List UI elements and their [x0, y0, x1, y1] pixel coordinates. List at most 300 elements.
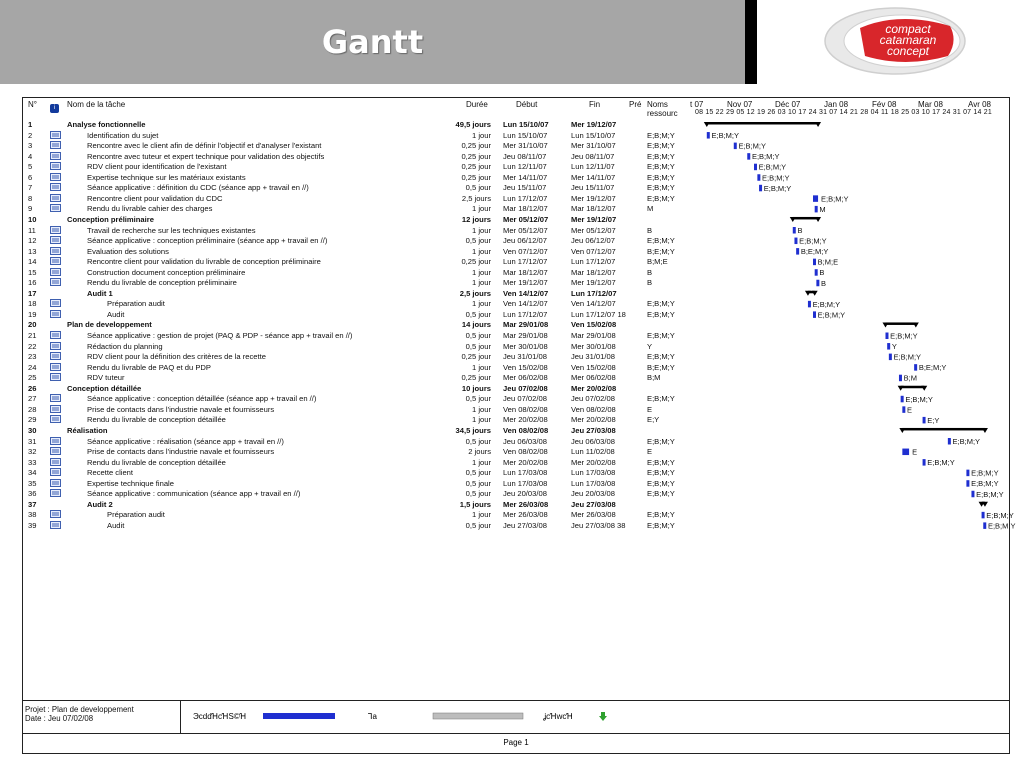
task-end: Mar 18/12/07	[571, 204, 616, 214]
title-accent-bar	[745, 0, 757, 84]
task-id: 9	[28, 204, 33, 214]
task-bar	[796, 248, 799, 255]
task-resources: E;B;M;Y	[647, 130, 675, 140]
task-start: Mar 18/12/07	[503, 204, 548, 214]
task-start: Lun 17/12/07	[503, 257, 548, 267]
task-duration: 0,25 jour	[461, 373, 491, 383]
task-bar	[899, 375, 902, 382]
task-end: Mer 26/03/08	[571, 510, 616, 520]
task-end: Mer 20/02/08	[571, 415, 616, 425]
bar-resource-label: E;B;M;Y	[893, 352, 922, 362]
task-name: Séance applicative : communication (séance app + travail en //)	[87, 489, 301, 499]
task-start: Mar 18/12/07	[503, 267, 548, 277]
task-duration: 0,5 jour	[465, 309, 491, 319]
task-end: Jeu 06/12/07	[571, 236, 615, 246]
task-name: Audit	[107, 520, 125, 530]
bar-resource-label: E	[912, 447, 918, 457]
task-id: 28	[28, 404, 37, 414]
task-start: Ven 08/02/08	[503, 447, 548, 457]
task-duration: 1 jour	[472, 415, 491, 425]
task-name: Conception préliminaire	[67, 214, 154, 224]
task-start: Jeu 07/02/08	[503, 383, 548, 393]
bar-resource-label: E;B;M;Y	[711, 131, 740, 141]
task-end: Mar 29/01/08	[571, 331, 616, 340]
task-id: 30	[28, 425, 37, 435]
task-end: Jeu 15/11/07	[571, 183, 615, 193]
task-bar	[966, 480, 969, 487]
project-info	[25, 705, 134, 723]
task-bar	[966, 470, 969, 477]
task-start: Lun 15/10/07	[503, 130, 548, 140]
task-end: Ven 15/02/08	[571, 362, 616, 372]
task-id: 5	[28, 162, 33, 172]
task-end: Jeu 06/03/08	[571, 436, 615, 446]
task-end: Jeu 20/03/08	[571, 489, 615, 499]
task-id: 36	[28, 489, 37, 499]
task-resources: E;B;M;Y	[647, 478, 675, 488]
task-resources: B	[647, 278, 653, 288]
task-bar	[754, 164, 757, 171]
month-jan: Jan 08	[824, 100, 849, 109]
task-resources: M	[647, 204, 654, 214]
task-name: Rendu du livrable de conception détaillée	[87, 457, 226, 467]
summary-end-cap	[913, 322, 919, 327]
task-name: Séance applicative : conception préliminaire (séance app + travail en //)	[87, 236, 328, 246]
task-start: Mer 20/02/08	[503, 457, 548, 467]
task-duration: 0,25 jour	[461, 352, 491, 362]
task-duration: 2,5 jours	[461, 193, 491, 203]
task-duration: 1 jour	[472, 204, 491, 214]
col-name: Nom de la tâche	[67, 100, 126, 109]
bar-resource-label: E;B;M;Y	[952, 437, 981, 446]
task-bar	[923, 459, 926, 466]
task-id: 34	[28, 468, 37, 478]
task-resources: B	[647, 267, 653, 277]
task-start: Jeu 07/02/08	[503, 394, 547, 404]
bar-resource-label: B;E;M;Y	[918, 363, 947, 373]
task-resources: E;B;M;Y	[647, 193, 675, 203]
task-duration: 0,5 jour	[465, 520, 491, 530]
task-resources: E;B;M;Y	[647, 172, 675, 182]
company-logo	[820, 6, 970, 76]
month-mar: Mar 08	[918, 100, 943, 109]
task-name: Prise de contacts dans l'industrie navale et fournisseurs	[87, 447, 275, 457]
task-resources: E	[647, 404, 653, 414]
task-name: Travail de recherche sur les techniques existantes	[87, 225, 256, 235]
task-duration: 34,5 jours	[455, 425, 491, 435]
task-id: 24	[28, 362, 37, 372]
bar-resource-label: E;Y	[927, 415, 940, 425]
task-resources: B;M	[647, 373, 661, 383]
task-id: 33	[28, 457, 37, 467]
summary-bar	[793, 217, 818, 220]
task-bar	[793, 227, 796, 234]
task-start: Mer 19/12/07	[503, 278, 548, 288]
summary-bar	[901, 386, 925, 389]
task-start: Jeu 06/12/07	[503, 236, 547, 246]
task-end: Mer 19/12/07	[571, 278, 616, 288]
summary-bar	[885, 322, 915, 325]
col-duration: Durée	[466, 100, 488, 109]
bar-resource-label: E;B;M;Y	[890, 331, 918, 341]
task-bar	[734, 143, 737, 150]
task-end: Jeu 27/03/08 38	[571, 520, 626, 530]
summary-start-cap	[882, 322, 888, 327]
month-nov: Nov 07	[727, 100, 753, 109]
project-name: Projet : Plan de developpement	[25, 705, 134, 714]
task-end: Mer 14/11/07	[571, 172, 616, 182]
task-end: Jeu 07/02/08	[571, 394, 615, 404]
task-resources: E;B;M;Y	[647, 468, 675, 478]
task-resources: E;B;M;Y	[647, 141, 675, 151]
task-id: 32	[28, 447, 37, 457]
month-feb: Fév 08	[872, 100, 897, 109]
bar-resource-label: E;B;M;Y	[751, 152, 780, 162]
task-id: 29	[28, 415, 37, 425]
task-bar	[808, 301, 811, 308]
task-resources: E;B;M;Y	[647, 352, 675, 362]
task-duration: 0,25 jour	[461, 162, 491, 172]
task-start: Lun 17/03/08	[503, 478, 548, 488]
task-end: Lun 17/03/08	[571, 468, 616, 478]
task-duration: 2 jours	[468, 447, 491, 457]
task-duration: 0,5 jour	[465, 341, 491, 351]
task-bar	[901, 396, 904, 403]
month-oct: t 07	[690, 100, 704, 109]
bar-resource-label: E;B;M;Y	[905, 394, 933, 404]
task-id: 2	[28, 130, 33, 140]
task-name: Rendu du livrable cahier des charges	[87, 204, 213, 214]
task-start: Mer 30/01/08	[503, 341, 548, 351]
task-bar	[747, 153, 750, 160]
week-ticks: 08 15 22 29 05 12 19 26 03 10 17 24 31 07 14 21 28 04 11 18 25 03 10 17 24 31 07 14 21	[695, 109, 992, 116]
task-end: Mer 20/02/08	[571, 383, 617, 393]
task-start: Mar 29/01/08	[503, 320, 549, 330]
task-resources: E;B;M;Y	[647, 520, 675, 530]
task-bar	[813, 311, 816, 318]
task-bar	[982, 512, 985, 518]
task-resources: E;B;M;Y	[647, 331, 675, 340]
title-bar	[0, 0, 745, 84]
task-bar	[887, 343, 890, 350]
task-start: Mer 06/02/08	[503, 373, 548, 383]
col-resources-2: ressourc	[647, 109, 678, 118]
task-duration: 1,5 jours	[459, 499, 491, 509]
task-end: Ven 14/12/07	[571, 299, 616, 309]
task-name: Conception détaillée	[67, 383, 142, 393]
task-start: Mer 14/11/07	[503, 172, 548, 182]
task-duration: 0,25 jour	[461, 141, 491, 151]
task-bar	[902, 449, 909, 456]
logo-word-3: concept	[886, 44, 930, 58]
summary-bar	[902, 428, 985, 431]
bar-resource-label: E;B;M;Y	[976, 489, 1004, 499]
task-duration: 1 jour	[472, 362, 491, 372]
task-start: Ven 15/02/08	[503, 362, 548, 372]
bar-resource-label: E;B;M;Y	[738, 141, 766, 151]
legend-label-task: ЭсddꞪсꞪS©Ɦ	[193, 712, 247, 721]
task-end: Mer 31/10/07	[571, 141, 616, 151]
month-apr: Avr 08	[968, 100, 991, 109]
bar-resource-label: E;B;M;Y	[971, 468, 999, 478]
task-id: 7	[28, 183, 33, 193]
task-id: 18	[28, 299, 37, 309]
task-start: Ven 08/02/08	[503, 404, 548, 414]
slide-title: Gantt	[321, 23, 424, 61]
task-start: Mer 31/10/07	[503, 141, 548, 151]
task-end: Lun 17/12/07	[571, 288, 617, 298]
task-bar	[971, 491, 974, 498]
task-name: Séance applicative : définition du CDC (séance app + travail en //)	[87, 183, 309, 193]
task-bar	[983, 522, 986, 529]
bar-resource-label: B;E;M;Y	[800, 247, 829, 257]
bar-resource-label: M	[819, 204, 826, 214]
task-id: 19	[28, 309, 37, 319]
task-name: RDV client pour la définition des critères de la recette	[87, 352, 266, 362]
task-id: 35	[28, 478, 37, 488]
task-resources: E;B;M;Y	[647, 162, 675, 172]
task-resources: E;B;M;Y	[647, 236, 675, 246]
task-bar	[813, 195, 818, 202]
task-resources: E;B;M;Y	[647, 183, 675, 193]
info-icon: i	[50, 104, 59, 113]
task-id: 21	[28, 331, 37, 340]
task-name: Rencontre client pour validation du livrable de conception préliminaire	[87, 257, 321, 267]
task-name: Rendu du livrable de PAQ et du PDP	[87, 362, 211, 372]
gantt-bars	[23, 98, 1016, 698]
bar-resource-label: E;B;M;Y	[927, 458, 955, 468]
task-name: Recette client	[87, 468, 134, 478]
task-id: 12	[28, 236, 37, 246]
task-name: Rédaction du planning	[87, 341, 163, 351]
task-name: Identification du sujet	[87, 130, 159, 140]
task-duration: 0,5 jour	[465, 478, 491, 488]
task-end: Lun 11/02/08	[571, 447, 615, 457]
task-name: Prise de contacts dans l'industrie navale et fournisseurs	[87, 404, 275, 414]
task-resources: E;B;M;Y	[647, 457, 675, 467]
task-resources: E;B;M;Y	[647, 299, 675, 309]
bar-resource-label: E	[907, 405, 913, 415]
task-duration: 0,5 jour	[465, 394, 491, 404]
task-resources: B;M;E	[647, 257, 668, 267]
task-name: RDV tuteur	[87, 373, 125, 383]
task-resources: B;E;M;Y	[647, 246, 675, 256]
task-start: Jeu 08/11/07	[503, 151, 547, 161]
task-bar	[707, 132, 710, 139]
bar-resource-label: E;B;M;Y	[817, 310, 846, 320]
task-id: 39	[28, 520, 37, 530]
task-duration: 1 jour	[472, 278, 491, 288]
task-name: Rencontre client pour validation du CDC	[87, 193, 223, 203]
task-id: 15	[28, 267, 37, 277]
task-resources: E;Y	[647, 415, 660, 425]
task-start: Lun 15/10/07	[503, 120, 549, 129]
legend-task-bar	[263, 713, 335, 719]
bar-resource-label: E;B;M;Y	[758, 162, 787, 172]
task-name: RDV client pour identification de l'existant	[87, 162, 227, 172]
col-resources: Noms	[647, 100, 668, 109]
task-name: Audit 1	[87, 288, 113, 298]
task-end: Ven 07/12/07	[571, 246, 616, 256]
task-id: 6	[28, 172, 33, 182]
task-duration: 14 jours	[461, 320, 491, 330]
task-id: 10	[28, 214, 37, 224]
task-name: Evaluation des solutions	[87, 246, 169, 256]
bar-resource-label: E;B;M;Y	[821, 194, 849, 204]
task-resources: Y	[647, 341, 653, 351]
task-name: Rencontre avec tuteur et expert technique pour validation des objectifs	[87, 151, 325, 161]
task-duration: 0,25 jour	[461, 151, 491, 161]
task-end: Ven 15/02/08	[571, 320, 617, 330]
task-resources: E;B;M;Y	[647, 510, 675, 520]
task-name: Séance applicative : gestion de projet (PAQ & PDP - séance app + travail en //)	[87, 331, 353, 340]
task-end: Lun 12/11/07	[571, 162, 615, 172]
task-duration: 49,5 jours	[455, 120, 491, 129]
task-duration: 1 jour	[472, 299, 491, 309]
month-dec: Déc 07	[775, 100, 801, 109]
task-bar	[948, 438, 951, 445]
task-start: Mer 26/03/08	[503, 499, 549, 509]
task-resources: E;B;M;Y	[647, 151, 675, 161]
task-name: Réalisation	[67, 425, 108, 435]
task-resources: E;B;M;Y	[647, 309, 675, 319]
task-start: Jeu 06/03/08	[503, 436, 547, 446]
task-name: Audit 2	[87, 499, 113, 509]
task-name: Expertise technique sur les matériaux existants	[87, 172, 246, 182]
task-duration: 1 jour	[472, 267, 491, 277]
task-start: Jeu 31/01/08	[503, 352, 547, 362]
task-resources: E;B;M;Y	[647, 489, 675, 499]
task-end: Jeu 31/01/08	[571, 352, 615, 362]
task-name: Préparation audit	[107, 510, 165, 520]
bar-resource-label: B;M;E	[817, 257, 839, 267]
bar-resource-label: E;B;M;Y	[799, 236, 827, 246]
task-duration: 1 jour	[472, 404, 491, 414]
task-duration: 1 jour	[472, 225, 491, 235]
task-duration: 1 jour	[472, 246, 491, 256]
task-name: Rendu du livrable de conception détaillée	[87, 415, 226, 425]
task-name: Plan de developpement	[67, 320, 152, 330]
task-duration: 0,25 jour	[461, 172, 491, 182]
task-duration: 0,5 jour	[465, 236, 491, 246]
task-id: 31	[28, 436, 37, 446]
task-end: Mer 05/12/07	[571, 225, 616, 235]
task-bar	[902, 406, 905, 413]
task-bar	[816, 280, 819, 287]
task-id: 25	[28, 373, 37, 383]
gantt-footer	[23, 700, 1009, 734]
task-bar	[885, 333, 888, 340]
task-bar	[914, 364, 917, 371]
task-id: 1	[28, 120, 33, 129]
task-start: Mer 05/12/07	[503, 214, 549, 224]
task-resources: E;B;M;Y	[647, 394, 675, 404]
task-duration: 0,25 jour	[461, 257, 491, 267]
task-id: 8	[28, 193, 33, 203]
col-end: Fin	[589, 100, 601, 109]
task-bar	[759, 185, 762, 192]
task-duration: 10 jours	[461, 383, 491, 393]
task-bar	[794, 238, 797, 245]
bar-resource-label: Y	[891, 342, 897, 352]
task-end: Mer 20/02/08	[571, 457, 616, 467]
task-id: 20	[28, 320, 37, 330]
logo-word-1: compact	[885, 22, 931, 36]
task-start: Lun 12/11/07	[503, 162, 547, 172]
task-name: Séance applicative : réalisation (séance app + travail en //)	[87, 436, 284, 446]
task-bar	[889, 354, 892, 361]
task-id: 37	[28, 499, 37, 509]
task-end: Lun 17/12/07	[571, 257, 616, 267]
task-start: Lun 17/03/08	[503, 468, 548, 478]
bar-resource-label: B;M	[903, 373, 918, 383]
legend-progress-bar	[433, 713, 523, 719]
task-id: 17	[28, 288, 37, 298]
task-end: Jeu 27/03/08	[571, 499, 616, 509]
legend-label-milestone: ʝсꞪwсꞪ	[543, 712, 573, 721]
task-name: Rencontre avec le client afin de définir l'objectif et d'analyser l'existant	[87, 141, 322, 151]
task-duration: 0,5 jour	[465, 331, 491, 340]
task-end: Lun 17/12/07 18	[571, 309, 626, 319]
bar-resource-label: E;B;M;Y	[812, 299, 841, 309]
task-id: 13	[28, 246, 37, 256]
col-pred: Pré	[629, 100, 642, 109]
legend-label-split: Ꞁа	[368, 712, 377, 721]
task-id: 22	[28, 341, 37, 351]
legend-milestone-icon	[599, 712, 607, 721]
task-start: Ven 14/12/07	[503, 299, 548, 309]
task-end: Lun 15/10/07	[571, 130, 616, 140]
task-end: Lun 17/03/08	[571, 478, 616, 488]
col-id: N°	[28, 100, 37, 109]
legend	[193, 709, 813, 723]
task-start: Mer 20/02/08	[503, 415, 548, 425]
task-id: 26	[28, 383, 37, 393]
task-start: Mer 05/12/07	[503, 225, 548, 235]
task-id: 11	[28, 225, 36, 235]
gantt-chart	[22, 97, 1016, 754]
task-id: 14	[28, 257, 37, 267]
task-end: Mer 19/12/07	[571, 120, 617, 129]
bar-resource-label: B	[819, 268, 825, 278]
task-name: Expertise technique finale	[87, 478, 174, 488]
task-name: Préparation audit	[107, 299, 165, 309]
task-name: Construction document conception préliminaire	[87, 267, 246, 277]
task-duration: 1 jour	[472, 457, 491, 467]
page-number: Page 1	[23, 733, 1009, 754]
task-id: 4	[28, 151, 33, 161]
task-resources: E	[647, 447, 653, 457]
task-start: Mer 26/03/08	[503, 510, 548, 520]
bar-resource-label: E;B;M;Y	[762, 173, 790, 183]
task-end: Mer 06/02/08	[571, 373, 616, 383]
bar-resource-label: B	[821, 278, 827, 288]
footer-divider	[180, 701, 181, 734]
task-start: Ven 14/12/07	[503, 288, 549, 298]
task-duration: 12 jours	[461, 214, 491, 224]
task-resources: E;B;M;Y	[647, 436, 675, 446]
task-name: Rendu du livrable de conception préliminaire	[87, 278, 237, 288]
task-end: Ven 08/02/08	[571, 404, 616, 414]
task-end: Jeu 08/11/07	[571, 151, 615, 161]
task-bar	[757, 174, 760, 181]
task-bar	[813, 259, 816, 266]
task-id: 23	[28, 352, 37, 362]
task-id: 3	[28, 141, 33, 151]
task-duration: 1 jour	[472, 510, 491, 520]
task-duration: 0,5 jour	[465, 436, 491, 446]
task-start: Mar 29/01/08	[503, 331, 548, 340]
